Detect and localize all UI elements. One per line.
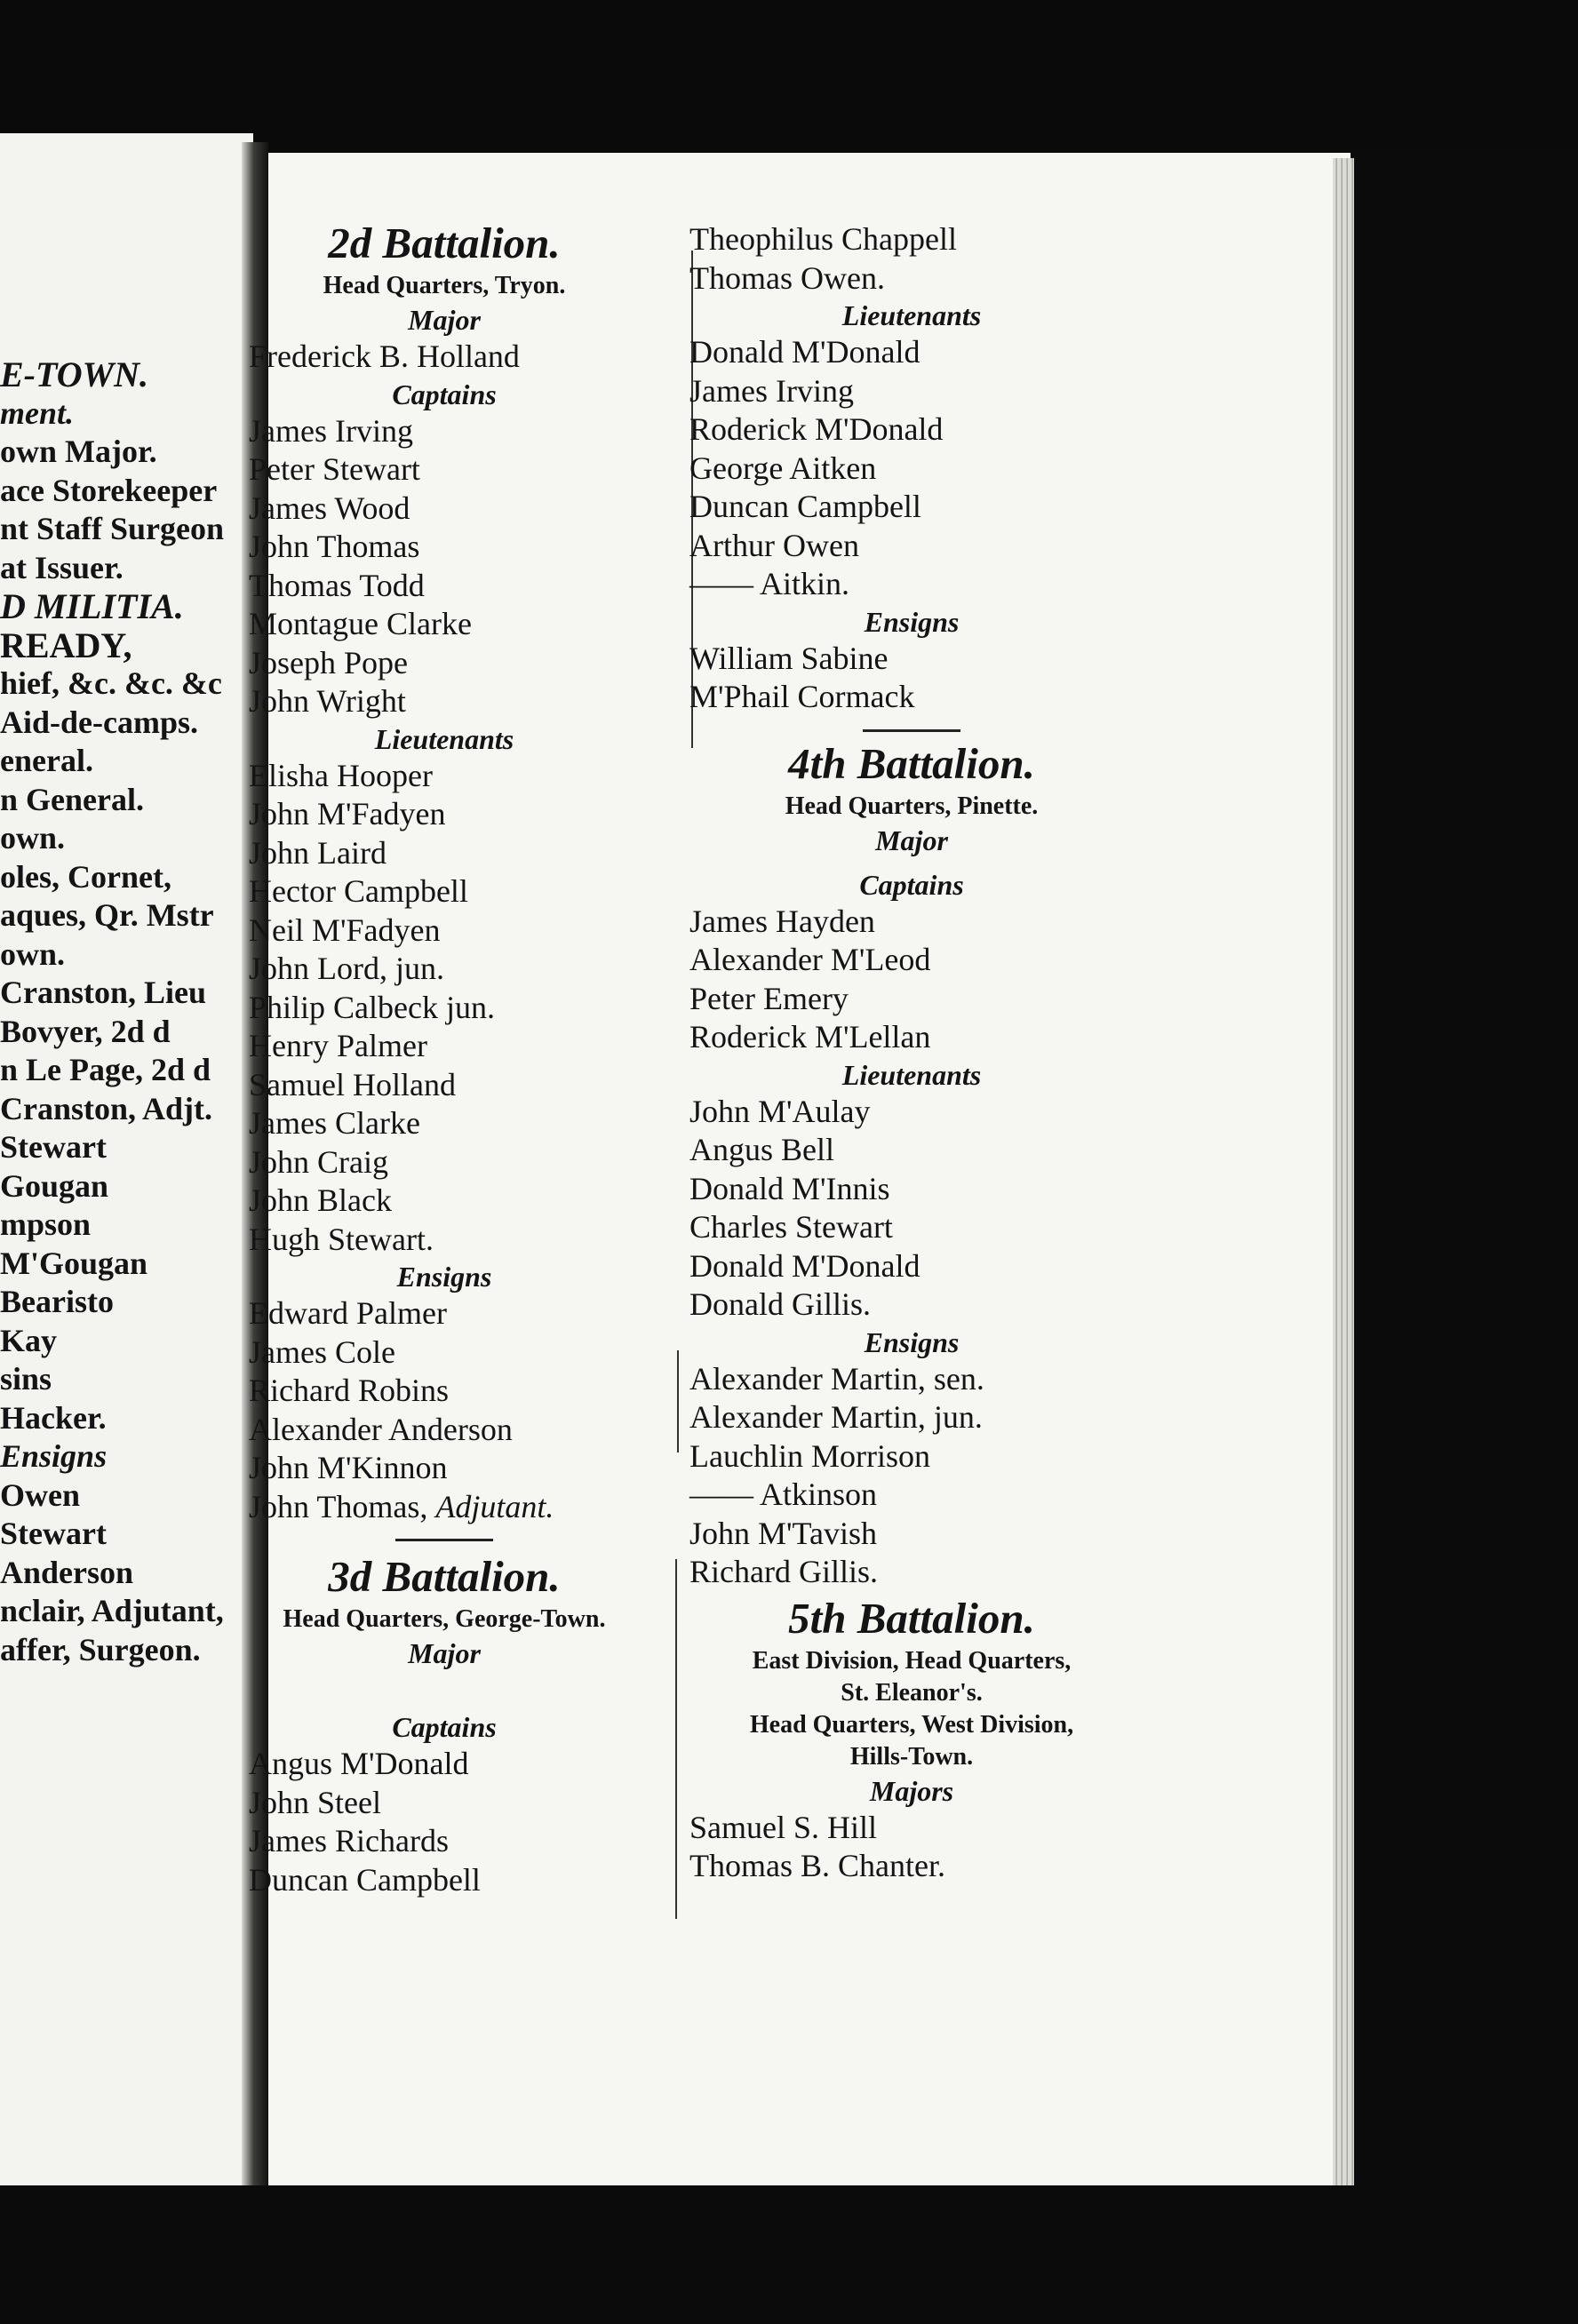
left-page-line: Cranston, Lieu: [0, 975, 207, 1010]
section-divider: [395, 1539, 493, 1541]
officer-name: Henry Palmer: [249, 1028, 427, 1063]
scan-bottom-border: [0, 2185, 1578, 2324]
third-battalion-major-heading: Major: [408, 1637, 481, 1669]
fourth-battalion-title: 4th Battalion.: [788, 738, 1035, 788]
third-battalion-captains-list: [249, 1745, 640, 1899]
officer-name: Alexander Martin, jun.: [689, 1399, 983, 1435]
officer-name: John Craig: [249, 1143, 388, 1180]
officer-name: John Black: [249, 1182, 392, 1218]
officer-name: John Steel: [249, 1784, 381, 1820]
officer-name: Joseph Pope: [249, 644, 408, 680]
officer-name: M'Phail Cormack: [689, 679, 915, 714]
left-page-line: ace Storekeeper: [0, 472, 218, 508]
officer-name: —— Atkinson: [689, 1476, 878, 1512]
second-battalion-ensigns-list: [249, 1294, 640, 1488]
left-page-line: Anderson: [0, 1554, 134, 1590]
officer-name: Donald Gillis.: [689, 1286, 871, 1322]
left-page-line: aques, Qr. Mstr: [0, 897, 214, 933]
left-page-line: Ensigns: [0, 1438, 108, 1474]
officer-name: Hugh Stewart.: [249, 1221, 434, 1257]
officer-name: John Thomas: [249, 529, 420, 564]
left-page-line: READY,: [0, 625, 132, 665]
left-page-line: oles, Cornet,: [0, 858, 171, 895]
left-page-line: own.: [0, 935, 66, 972]
officer-name: Samuel Holland: [249, 1066, 456, 1102]
third-battalion-lieutenants-list: [689, 333, 1134, 604]
fourth-battalion-captains-list: [689, 903, 1134, 1057]
left-page-line: Stewart: [0, 1516, 107, 1551]
second-battalion-lieutenants-heading: Lieutenants: [374, 722, 514, 755]
adjutant-title: Adjutant.: [435, 1488, 554, 1524]
third-battalion-ensigns-heading: Ensigns: [864, 605, 960, 638]
officer-name: Thomas Owen.: [689, 259, 885, 296]
fourth-battalion-lieutenants-heading: Lieutenants: [841, 1058, 982, 1091]
officer-name: John M'Kinnon: [249, 1450, 448, 1485]
left-page-line: own.: [0, 820, 66, 856]
left-page-line: Kay: [0, 1322, 58, 1358]
fourth-battalion-ensigns-heading: Ensigns: [864, 1325, 960, 1358]
left-page-line: eneral.: [0, 743, 93, 778]
column-fourth-fifth-battalion: [689, 220, 1134, 1886]
left-page-line: hief, &c. &c. &c: [0, 665, 222, 701]
third-battalion-ensigns-list: [689, 640, 1134, 717]
left-page-line: sins: [0, 1361, 52, 1397]
officer-name: James Hayden: [689, 903, 875, 939]
second-battalion-hq: Head Quarters, Tryon.: [323, 272, 566, 299]
officer-name: Montague Clarke: [249, 606, 472, 641]
fifth-battalion-east-hq: East Division, Head Quarters,: [752, 1646, 1072, 1675]
officer-name: George Aitken: [689, 450, 877, 486]
fifth-battalion-west-place: Hills-Town.: [849, 1742, 974, 1771]
left-page-line: Bearisto: [0, 1284, 114, 1319]
officer-name: Angus M'Donald: [249, 1746, 469, 1781]
officer-name: Elisha Hooper: [249, 757, 433, 793]
second-battalion-captains-heading: Captains: [392, 378, 497, 410]
left-page-line: affer, Surgeon.: [0, 1631, 201, 1667]
third-battalion-captains-heading: Captains: [392, 1711, 497, 1743]
officer-name: John M'Tavish: [689, 1515, 877, 1551]
officer-name: James Irving: [689, 372, 854, 409]
officer-name: Donald M'Donald: [689, 1247, 920, 1284]
officer-name: Richard Robins: [249, 1373, 449, 1408]
officer-name: Richard Gillis.: [689, 1554, 878, 1589]
left-page-line: D MILITIA.: [0, 586, 184, 626]
officer-name: Samuel S. Hill: [689, 1809, 878, 1845]
officer-name: Edward Palmer: [249, 1295, 447, 1331]
second-battalion-lieutenants-list: [249, 757, 640, 1260]
left-page-line: Stewart: [0, 1129, 107, 1165]
fifth-battalion-majors-list: [689, 1809, 1134, 1886]
fifth-battalion-majors-heading: Majors: [869, 1774, 954, 1807]
officer-name: Philip Calbeck jun.: [249, 989, 495, 1025]
officer-name: Thomas B. Chanter.: [689, 1848, 945, 1883]
fifth-battalion-title: 5th Battalion.: [788, 1593, 1035, 1643]
left-page-line: Cranston, Adjt.: [0, 1090, 213, 1126]
page-edge-stack: [1333, 158, 1354, 2193]
left-page: [0, 133, 253, 2185]
fourth-battalion-lieutenants-list: [689, 1093, 1134, 1325]
officer-name: John Lord, jun.: [249, 951, 444, 986]
officer-name: James Irving: [249, 412, 413, 449]
column-divider: [677, 1350, 679, 1452]
left-page-line: M'Gougan: [0, 1245, 148, 1281]
officer-name: John M'Aulay: [689, 1093, 871, 1129]
officer-name: James Wood: [249, 489, 410, 526]
officer-name: James Cole: [249, 1333, 395, 1370]
officer-name: Neil M'Fadyen: [249, 911, 441, 948]
second-battalion-major: Frederick B. Holland: [249, 338, 520, 374]
officer-name: Roderick M'Donald: [689, 411, 944, 447]
officer-name: Lauchlin Morrison: [689, 1437, 930, 1474]
third-battalion-captains-continued: [689, 220, 1134, 298]
officer-name: James Clarke: [249, 1105, 420, 1141]
left-page-line: at Issuer.: [0, 549, 124, 585]
fourth-battalion-captains-heading: Captains: [859, 868, 964, 901]
officer-name: Donald M'Donald: [689, 334, 920, 370]
column-second-third-battalion: [249, 217, 640, 1899]
third-battalion-lieutenants-heading: Lieutenants: [841, 299, 982, 331]
officer-name: Hector Campbell: [249, 873, 468, 909]
officer-name: Alexander Anderson: [249, 1411, 513, 1447]
fourth-battalion-hq: Head Quarters, Pinette.: [785, 792, 1039, 820]
officer-name: Donald M'Innis: [689, 1170, 890, 1206]
scan-top-border: [0, 0, 1578, 151]
officer-name: John M'Fadyen: [249, 796, 446, 832]
column-divider: [675, 1559, 677, 1919]
left-page-line: Hacker.: [0, 1399, 107, 1436]
left-page-line: nclair, Adjutant,: [0, 1593, 224, 1628]
officer-name: Roderick M'Lellan: [689, 1019, 931, 1055]
officer-name: Duncan Campbell: [689, 489, 921, 524]
officer-name: Charles Stewart: [689, 1209, 893, 1245]
left-page-line: E-TOWN.: [0, 354, 149, 394]
fifth-battalion-west-hq: Head Quarters, West Division,: [749, 1710, 1074, 1739]
fourth-battalion-major-blank: [689, 858, 1134, 867]
officer-name: Alexander Martin, sen.: [689, 1360, 984, 1397]
officer-name: Duncan Campbell: [249, 1861, 481, 1898]
second-battalion-adjutant: [249, 1488, 640, 1527]
officer-name: Thomas Todd: [249, 567, 425, 603]
second-battalion-major-heading: Major: [408, 304, 481, 336]
third-battalion-major-blank: [249, 1671, 640, 1709]
left-page-line: Gougan: [0, 1167, 109, 1204]
left-page-line: mpson: [0, 1206, 92, 1242]
left-page-line: nt Staff Surgeon: [0, 511, 225, 546]
officer-name: Peter Emery: [689, 980, 849, 1016]
left-page-line: n Le Page, 2d d: [0, 1052, 211, 1087]
fifth-battalion-east-place: St. Eleanor's.: [841, 1678, 983, 1707]
officer-name: John Laird: [249, 834, 387, 871]
officer-name: Alexander M'Leod: [689, 942, 931, 977]
fourth-battalion-major-heading: Major: [875, 824, 948, 856]
officer-name: William Sabine: [689, 640, 889, 676]
officer-name: James Richards: [249, 1823, 449, 1858]
section-divider: [863, 729, 960, 732]
left-page-line: Owen: [0, 1476, 80, 1513]
officer-name: Angus Bell: [689, 1132, 835, 1167]
left-page-line: Bovyer, 2d d: [0, 1013, 171, 1049]
officer-name: Arthur Owen: [689, 527, 859, 563]
adjutant-name: John Thomas,: [249, 1488, 428, 1524]
fourth-battalion-ensigns-list: [689, 1360, 1134, 1592]
officer-name: Peter Stewart: [249, 451, 420, 487]
left-page-line: own Major.: [0, 434, 157, 469]
left-page-line: Aid-de-camps.: [0, 704, 198, 740]
left-page-line: n General.: [0, 781, 144, 817]
officer-name: —— Aitkin.: [689, 566, 850, 601]
third-battalion-title: 3d Battalion.: [328, 1552, 561, 1601]
second-battalion-captains-list: [249, 412, 640, 721]
second-battalion-title: 2d Battalion.: [328, 219, 561, 267]
left-page-text-column: [0, 355, 253, 1669]
left-page-line: ment.: [0, 394, 75, 431]
second-battalion-ensigns-heading: Ensigns: [396, 1261, 492, 1293]
officer-name: Theophilus Chappell: [689, 221, 957, 257]
third-battalion-hq: Head Quarters, George-Town.: [283, 1605, 606, 1633]
officer-name: John Wright: [249, 683, 406, 719]
